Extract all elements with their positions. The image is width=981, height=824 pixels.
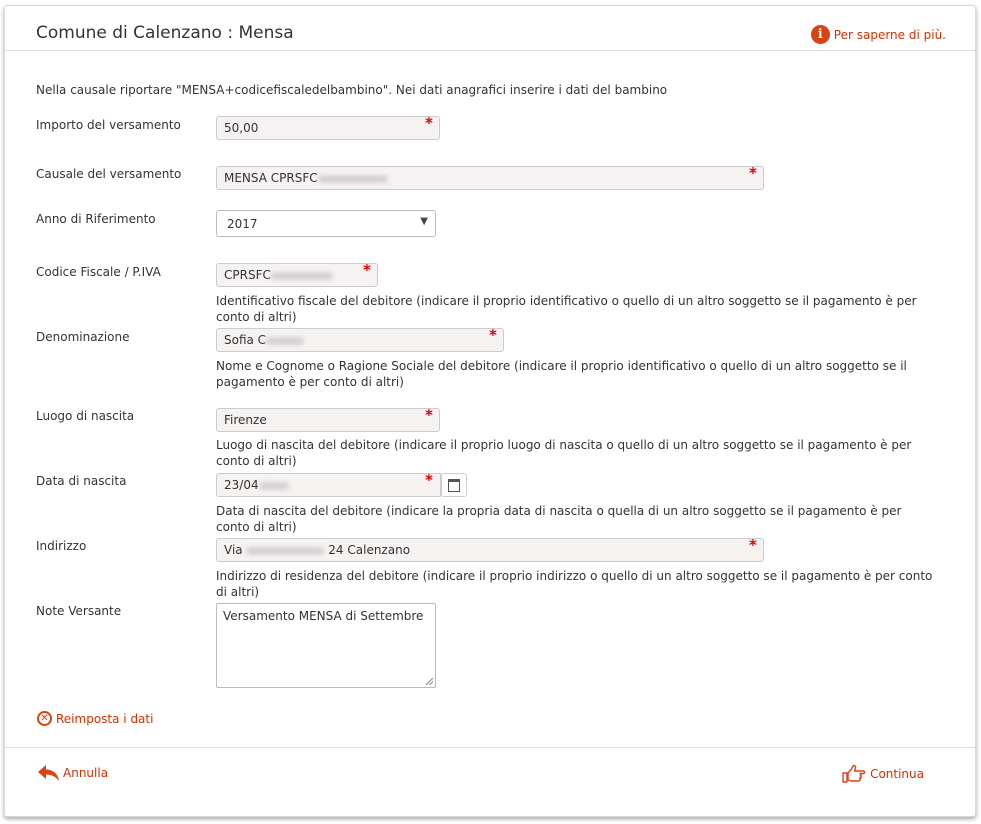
- anno-select[interactable]: [216, 210, 436, 237]
- calendar-button[interactable]: [441, 473, 467, 497]
- redacted-text: [266, 337, 304, 345]
- causale-input[interactable]: [216, 166, 764, 190]
- back-arrow-icon: [37, 764, 61, 782]
- codice-fiscale-help: Identificativo fiscale del debitore (indicare il proprio identificativo o quello di un altro soggetto se il pagamento è per conto di altri): [216, 294, 917, 324]
- calendar-icon: [448, 479, 460, 492]
- payment-form-panel: [4, 5, 976, 817]
- indirizzo-input[interactable]: [216, 538, 764, 562]
- continue-label: Continua: [870, 767, 924, 781]
- codice-fiscale-input[interactable]: [216, 263, 378, 287]
- continue-button[interactable]: [842, 764, 924, 784]
- footer-divider: [5, 747, 975, 748]
- importo-label: Importo del versamento: [36, 118, 181, 132]
- indirizzo-label: Indirizzo: [36, 539, 87, 553]
- redacted-text: [246, 547, 324, 555]
- causale-label: Causale del versamento: [36, 167, 182, 181]
- luogo-nascita-input[interactable]: [216, 408, 440, 432]
- note-label: Note Versante: [36, 604, 122, 618]
- denominazione-input[interactable]: [216, 328, 504, 352]
- data-nascita-value: 23/04: [224, 478, 259, 492]
- indirizzo-required-mark: *: [749, 536, 757, 554]
- pointing-hand-icon: [842, 764, 866, 784]
- close-circle-icon: ✕: [37, 711, 52, 726]
- denominazione-help: Nome e Cognome o Ragione Sociale del debitore (indicare il proprio identificativo o quello di un altro soggetto se il pagamento è per conto di altri): [216, 359, 907, 389]
- denominazione-label: Denominazione: [36, 330, 130, 344]
- indirizzo-value-suffix: 24 Calenzano: [328, 543, 411, 557]
- codice-fiscale-label: Codice Fiscale / P.IVA: [36, 265, 161, 279]
- anno-label: Anno di Riferimento: [36, 212, 156, 226]
- luogo-nascita-required-mark: *: [425, 406, 433, 424]
- causale-value: MENSA CPRSFC: [224, 171, 318, 185]
- dropdown-arrow-icon: ▼: [420, 216, 428, 227]
- cancel-label: Annulla: [63, 766, 109, 780]
- redacted-text: [259, 482, 289, 490]
- luogo-nascita-label: Luogo di nascita: [36, 409, 135, 423]
- redacted-text: [318, 175, 388, 183]
- codice-fiscale-value: CPRSFC: [224, 268, 271, 282]
- resize-handle[interactable]: [426, 678, 433, 685]
- denominazione-value: Sofia C: [224, 333, 267, 347]
- codice-fiscale-required-mark: *: [363, 261, 371, 279]
- instructions-text: Nella causale riportare "MENSA+codicefiscaledelbambino". Nei dati anagrafici inserire i dati del bambino: [36, 83, 668, 97]
- panel-header: [5, 6, 975, 51]
- importo-input[interactable]: [216, 116, 440, 140]
- redacted-text: [271, 272, 333, 280]
- anno-selected-value: 2017: [227, 217, 258, 231]
- more-info-label: Per saperne di più.: [833, 27, 946, 42]
- data-nascita-help: Data di nascita del debitore (indicare la propria data di nascita o quella di un altro soggetto se il pagamento è per conto di altri): [216, 504, 902, 534]
- data-nascita-label: Data di nascita: [36, 474, 127, 488]
- data-nascita-input[interactable]: [216, 473, 441, 497]
- indirizzo-help: Indirizzo di residenza del debitore (indicare il proprio indirizzo o quello di un altro soggetto se il pagamento è per conto di altri): [216, 569, 933, 599]
- importo-value: 50,00: [224, 121, 259, 135]
- luogo-nascita-help: Luogo di nascita del debitore (indicare il proprio luogo di nascita o quello di un altro soggetto se il pagamento è per conto di altri): [216, 438, 912, 468]
- indirizzo-value-prefix: Via: [224, 543, 243, 557]
- importo-required-mark: *: [425, 114, 433, 132]
- info-icon: i: [811, 25, 830, 44]
- note-textarea[interactable]: [216, 603, 436, 688]
- luogo-nascita-value: Firenze: [224, 413, 267, 427]
- cancel-button[interactable]: [37, 764, 108, 782]
- more-info-link[interactable]: [811, 25, 946, 44]
- causale-required-mark: *: [749, 164, 757, 182]
- reset-label: Reimposta i dati: [56, 711, 154, 726]
- note-value: Versamento MENSA di Settembre: [223, 609, 424, 623]
- reset-button[interactable]: [37, 711, 153, 726]
- page-title: Comune di Calenzano : Mensa: [36, 23, 294, 43]
- data-nascita-required-mark: *: [425, 471, 433, 489]
- denominazione-required-mark: *: [489, 326, 497, 344]
